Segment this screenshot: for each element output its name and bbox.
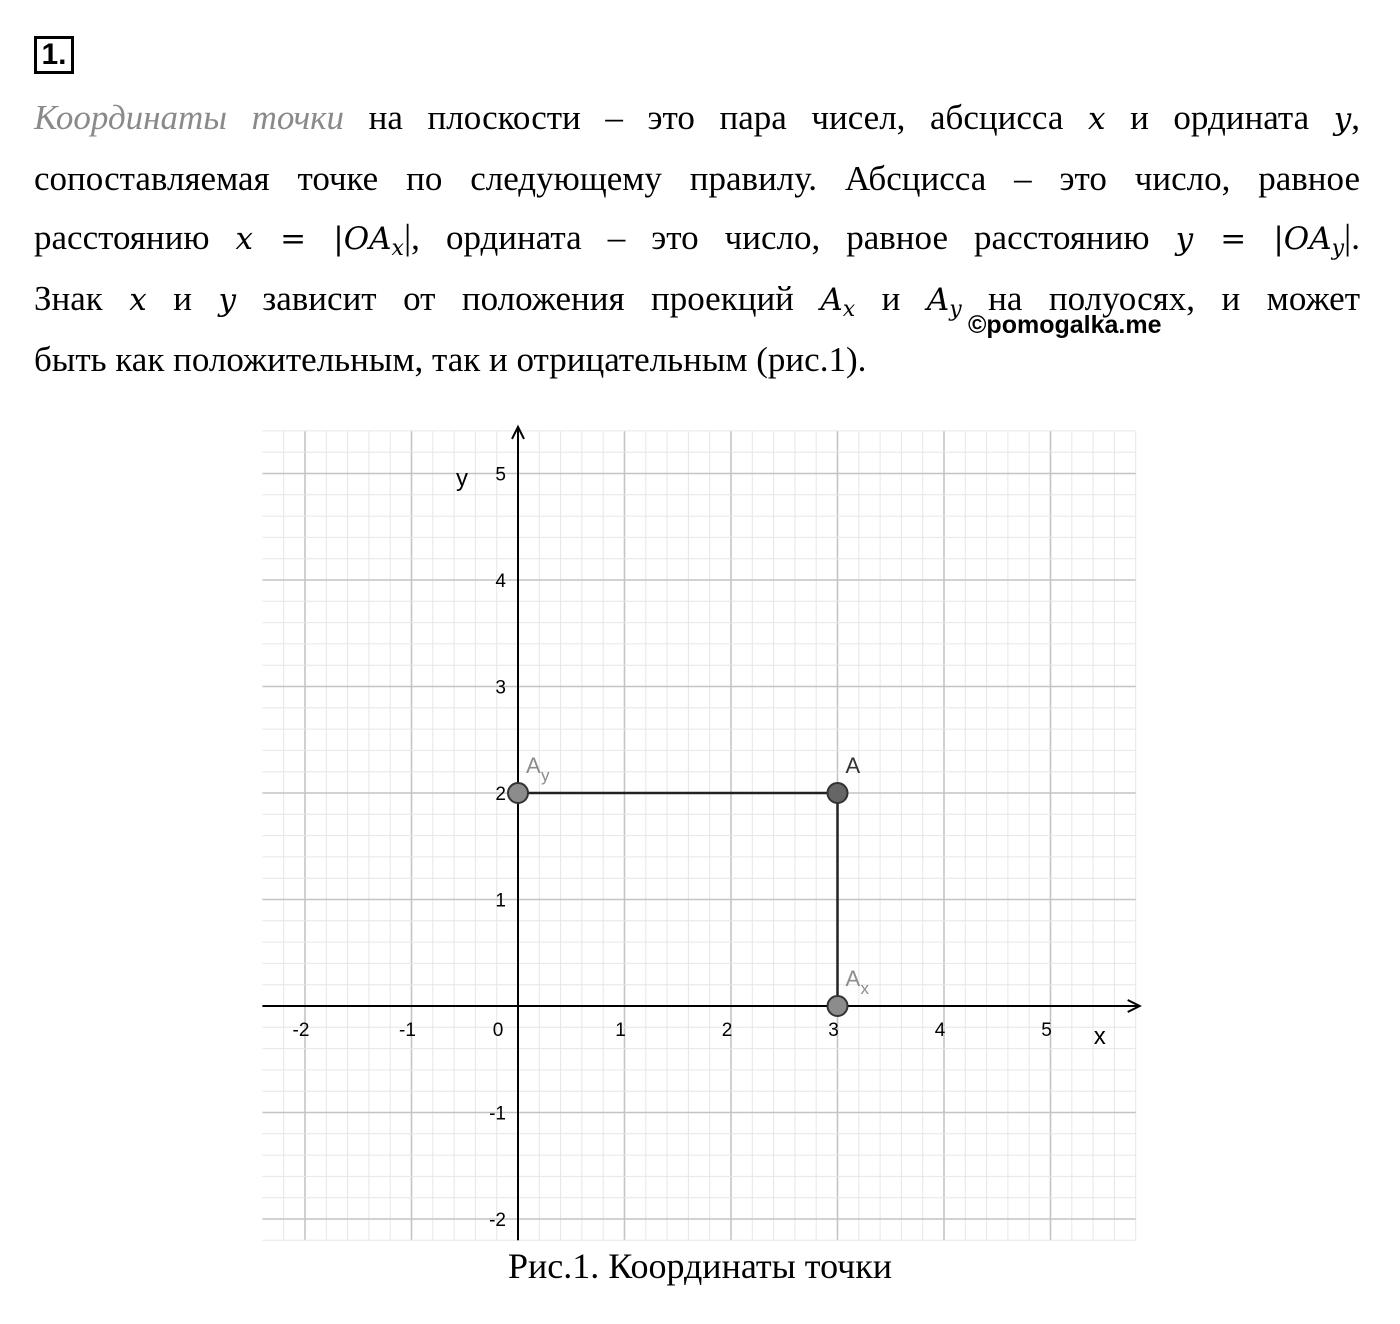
x-tick-label: 5	[1041, 1020, 1052, 1041]
x-tick-label: 1	[615, 1020, 626, 1041]
text: на полуосях, и может	[961, 279, 1360, 318]
figure-caption: Рис.1. Координаты точки	[507, 1246, 892, 1286]
proj-ax-sub: x	[842, 297, 856, 322]
text: ,	[1351, 98, 1360, 137]
text: .	[1351, 218, 1360, 257]
x-tick-label: 4	[934, 1020, 946, 1041]
watermark: ©pomogalka.me	[968, 311, 1162, 339]
term-highlight: Координаты точки	[34, 98, 345, 137]
proj-ax-letter: A	[820, 282, 843, 318]
point-label-Ay: A	[526, 753, 541, 778]
abs-bar: |	[1344, 217, 1352, 257]
proj-ay-letter: A	[926, 282, 950, 318]
var-x: x	[1088, 101, 1106, 137]
y-axis-label: y	[456, 464, 468, 492]
text: и	[146, 279, 219, 318]
var-y: y	[1333, 101, 1352, 137]
proj-ay-sub: y	[949, 297, 962, 322]
abs-bar: |	[403, 217, 412, 257]
text: , ордината – это число, равное расстоянию	[411, 218, 1176, 257]
task-number: 1.	[34, 36, 74, 74]
y-tick-label: 1	[495, 890, 506, 912]
formula-y-body: y = |OA	[1175, 221, 1332, 257]
formula-y-sub: y	[1331, 236, 1345, 261]
y-tick-label: -2	[489, 1210, 506, 1231]
point-label-sub-Ay: y	[541, 766, 550, 785]
formula-x-sub: x	[391, 236, 404, 261]
x-tick-label: 2	[721, 1020, 733, 1041]
text: и	[855, 279, 927, 318]
x-tick-label: 0	[492, 1020, 504, 1041]
x-tick-label: -2	[292, 1020, 310, 1041]
point-Ax	[828, 996, 848, 1016]
point-Ay	[508, 783, 528, 803]
formula-x-body: x = |OA	[235, 221, 392, 257]
x-tick-label: -1	[399, 1020, 416, 1041]
text: зависит от положения проекций	[235, 279, 821, 318]
paragraph-line-5: быть как положительным, так и отрицательным (рис.1).	[34, 340, 867, 379]
text: и ордината	[1105, 98, 1334, 137]
text: Знак	[34, 279, 130, 318]
y-tick-label: 3	[495, 677, 506, 699]
y-tick-label: 4	[495, 571, 506, 592]
paragraph-line-2: сопоставляемая точке по следующему правилу. Абсцисса – это число, равное	[34, 159, 1360, 198]
point-A	[828, 783, 848, 803]
var-x: x	[129, 282, 147, 318]
text: расстоянию	[34, 218, 236, 257]
y-tick-label: -1	[489, 1103, 506, 1125]
var-y: y	[218, 282, 236, 318]
x-tick-label: 3	[828, 1020, 839, 1041]
point-label-A: A	[845, 753, 861, 778]
x-axis-label: x	[1093, 1023, 1106, 1050]
text: на плоскости – это пара чисел, абсцисса	[344, 98, 1088, 137]
y-tick-label: 2	[495, 784, 506, 805]
point-label-sub-Ax: x	[860, 979, 869, 998]
point-label-Ax: A	[845, 966, 861, 991]
y-tick-label: 5	[495, 464, 506, 486]
